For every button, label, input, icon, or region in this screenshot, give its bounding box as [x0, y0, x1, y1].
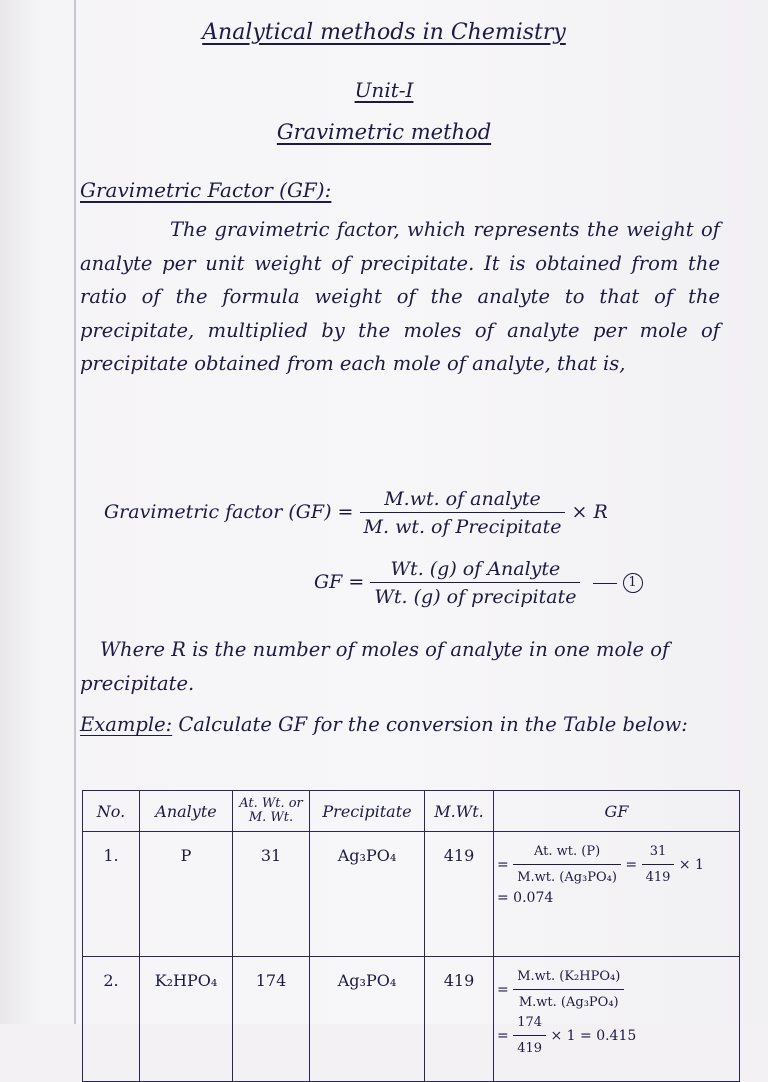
cell-mwt: 419	[425, 957, 494, 1082]
definition-paragraph: The gravimetric factor, which represents the weight of analyte per unit weight of precipitate. It is obtained from the ratio of the formula weight of the analyte to that of the precipitate, multiplied by the moles of analyte per mole of precipitate obtained from each mole of analyte, that is,	[80, 218, 720, 375]
gf-multiplier: × 1	[550, 1028, 576, 1044]
formula-numerator: M.wt. of analyte	[360, 488, 566, 513]
note-paragraph: Where R is the number of moles of analyte in one mole of precipitate.	[80, 638, 670, 695]
gf-numerator: At. wt. (P)	[513, 842, 621, 865]
page-title: Analytical methods in Chemistry	[202, 20, 566, 45]
gf-calc-fraction	[513, 1013, 546, 1059]
example-label: Example:	[80, 713, 173, 736]
cell-precipitate: Ag₃PO₄	[310, 832, 425, 957]
method-heading: Gravimetric method	[276, 120, 492, 144]
header-analyte: Analyte	[140, 791, 233, 832]
cell-no: 1.	[83, 832, 140, 957]
cell-no: 2.	[83, 957, 140, 1082]
equation-number: 1	[623, 573, 643, 593]
unit-heading: Unit-I	[354, 78, 414, 102]
gravimetric-factor-formula	[104, 488, 608, 538]
header-gf: GF	[494, 791, 740, 832]
gf-numerator: M.wt. (K₂HPO₄)	[513, 967, 624, 990]
equation-dash	[593, 583, 617, 584]
formula-fraction	[370, 558, 580, 608]
formula-fraction	[360, 488, 566, 538]
cell-gf: = $\frac{At. wt. (P)}{\text{M.wt. (Ag₃PO₄)}}$ = $\frac{31}{419}$ × 1 = 0.074	[494, 832, 740, 957]
gf-fraction	[513, 967, 624, 1013]
formula-suffix: × R	[571, 501, 608, 523]
gf-denominator: M.wt. (Ag₃PO₄)	[518, 995, 619, 1010]
gf-calc-numerator: 31	[642, 842, 675, 865]
header-no: No.	[83, 791, 140, 832]
formula-denominator: Wt. (g) of precipitate	[374, 586, 577, 608]
gf-result: = 0.074	[497, 890, 554, 906]
example-text: Calculate GF for the conversion in the Table below:	[178, 713, 688, 736]
cell-analyte: P	[140, 832, 233, 957]
cell-weight: 174	[233, 957, 310, 1082]
gf-fraction	[513, 842, 621, 888]
header-precipitate: Precipitate	[310, 791, 425, 832]
header-mwt: M.Wt.	[425, 791, 494, 832]
gf-weight-formula	[314, 558, 643, 608]
conversion-table	[82, 790, 740, 1082]
gf-multiplier: × 1	[678, 857, 704, 873]
formula-label: Gravimetric factor (GF) =	[104, 501, 354, 523]
cell-mwt: 419	[425, 832, 494, 957]
formula-denominator: M. wt. of Precipitate	[363, 516, 562, 538]
formula-label: GF =	[314, 571, 365, 593]
table-row	[83, 832, 740, 957]
formula-numerator: Wt. (g) of Analyte	[370, 558, 580, 583]
cell-precipitate: Ag₃PO₄	[310, 957, 425, 1082]
table-row	[83, 957, 740, 1082]
cell-gf: = $\frac{\text{M.wt. (K₂HPO₄)}}{\text{M.wt. (Ag₃PO₄)}}$ = $\frac{174}{419}$ × 1 = 0.415	[494, 957, 740, 1082]
gf-result: = 0.415	[580, 1028, 637, 1044]
example-statement	[80, 708, 720, 741]
section-heading: Gravimetric Factor (GF):	[80, 178, 332, 202]
gf-calc-denominator: 419	[517, 1041, 543, 1056]
header-weight: At. Wt. or M. Wt.	[233, 791, 310, 832]
gf-calc-denominator: 419	[645, 870, 671, 885]
gf-calc-fraction	[642, 842, 675, 888]
gf-denominator: M.wt. (Ag₃PO₄)	[517, 870, 617, 885]
cell-analyte: K₂HPO₄	[140, 957, 233, 1082]
table-header-row	[83, 791, 740, 832]
margin-line	[74, 0, 76, 1024]
gf-calc-numerator: 174	[513, 1013, 546, 1036]
cell-weight: 31	[233, 832, 310, 957]
